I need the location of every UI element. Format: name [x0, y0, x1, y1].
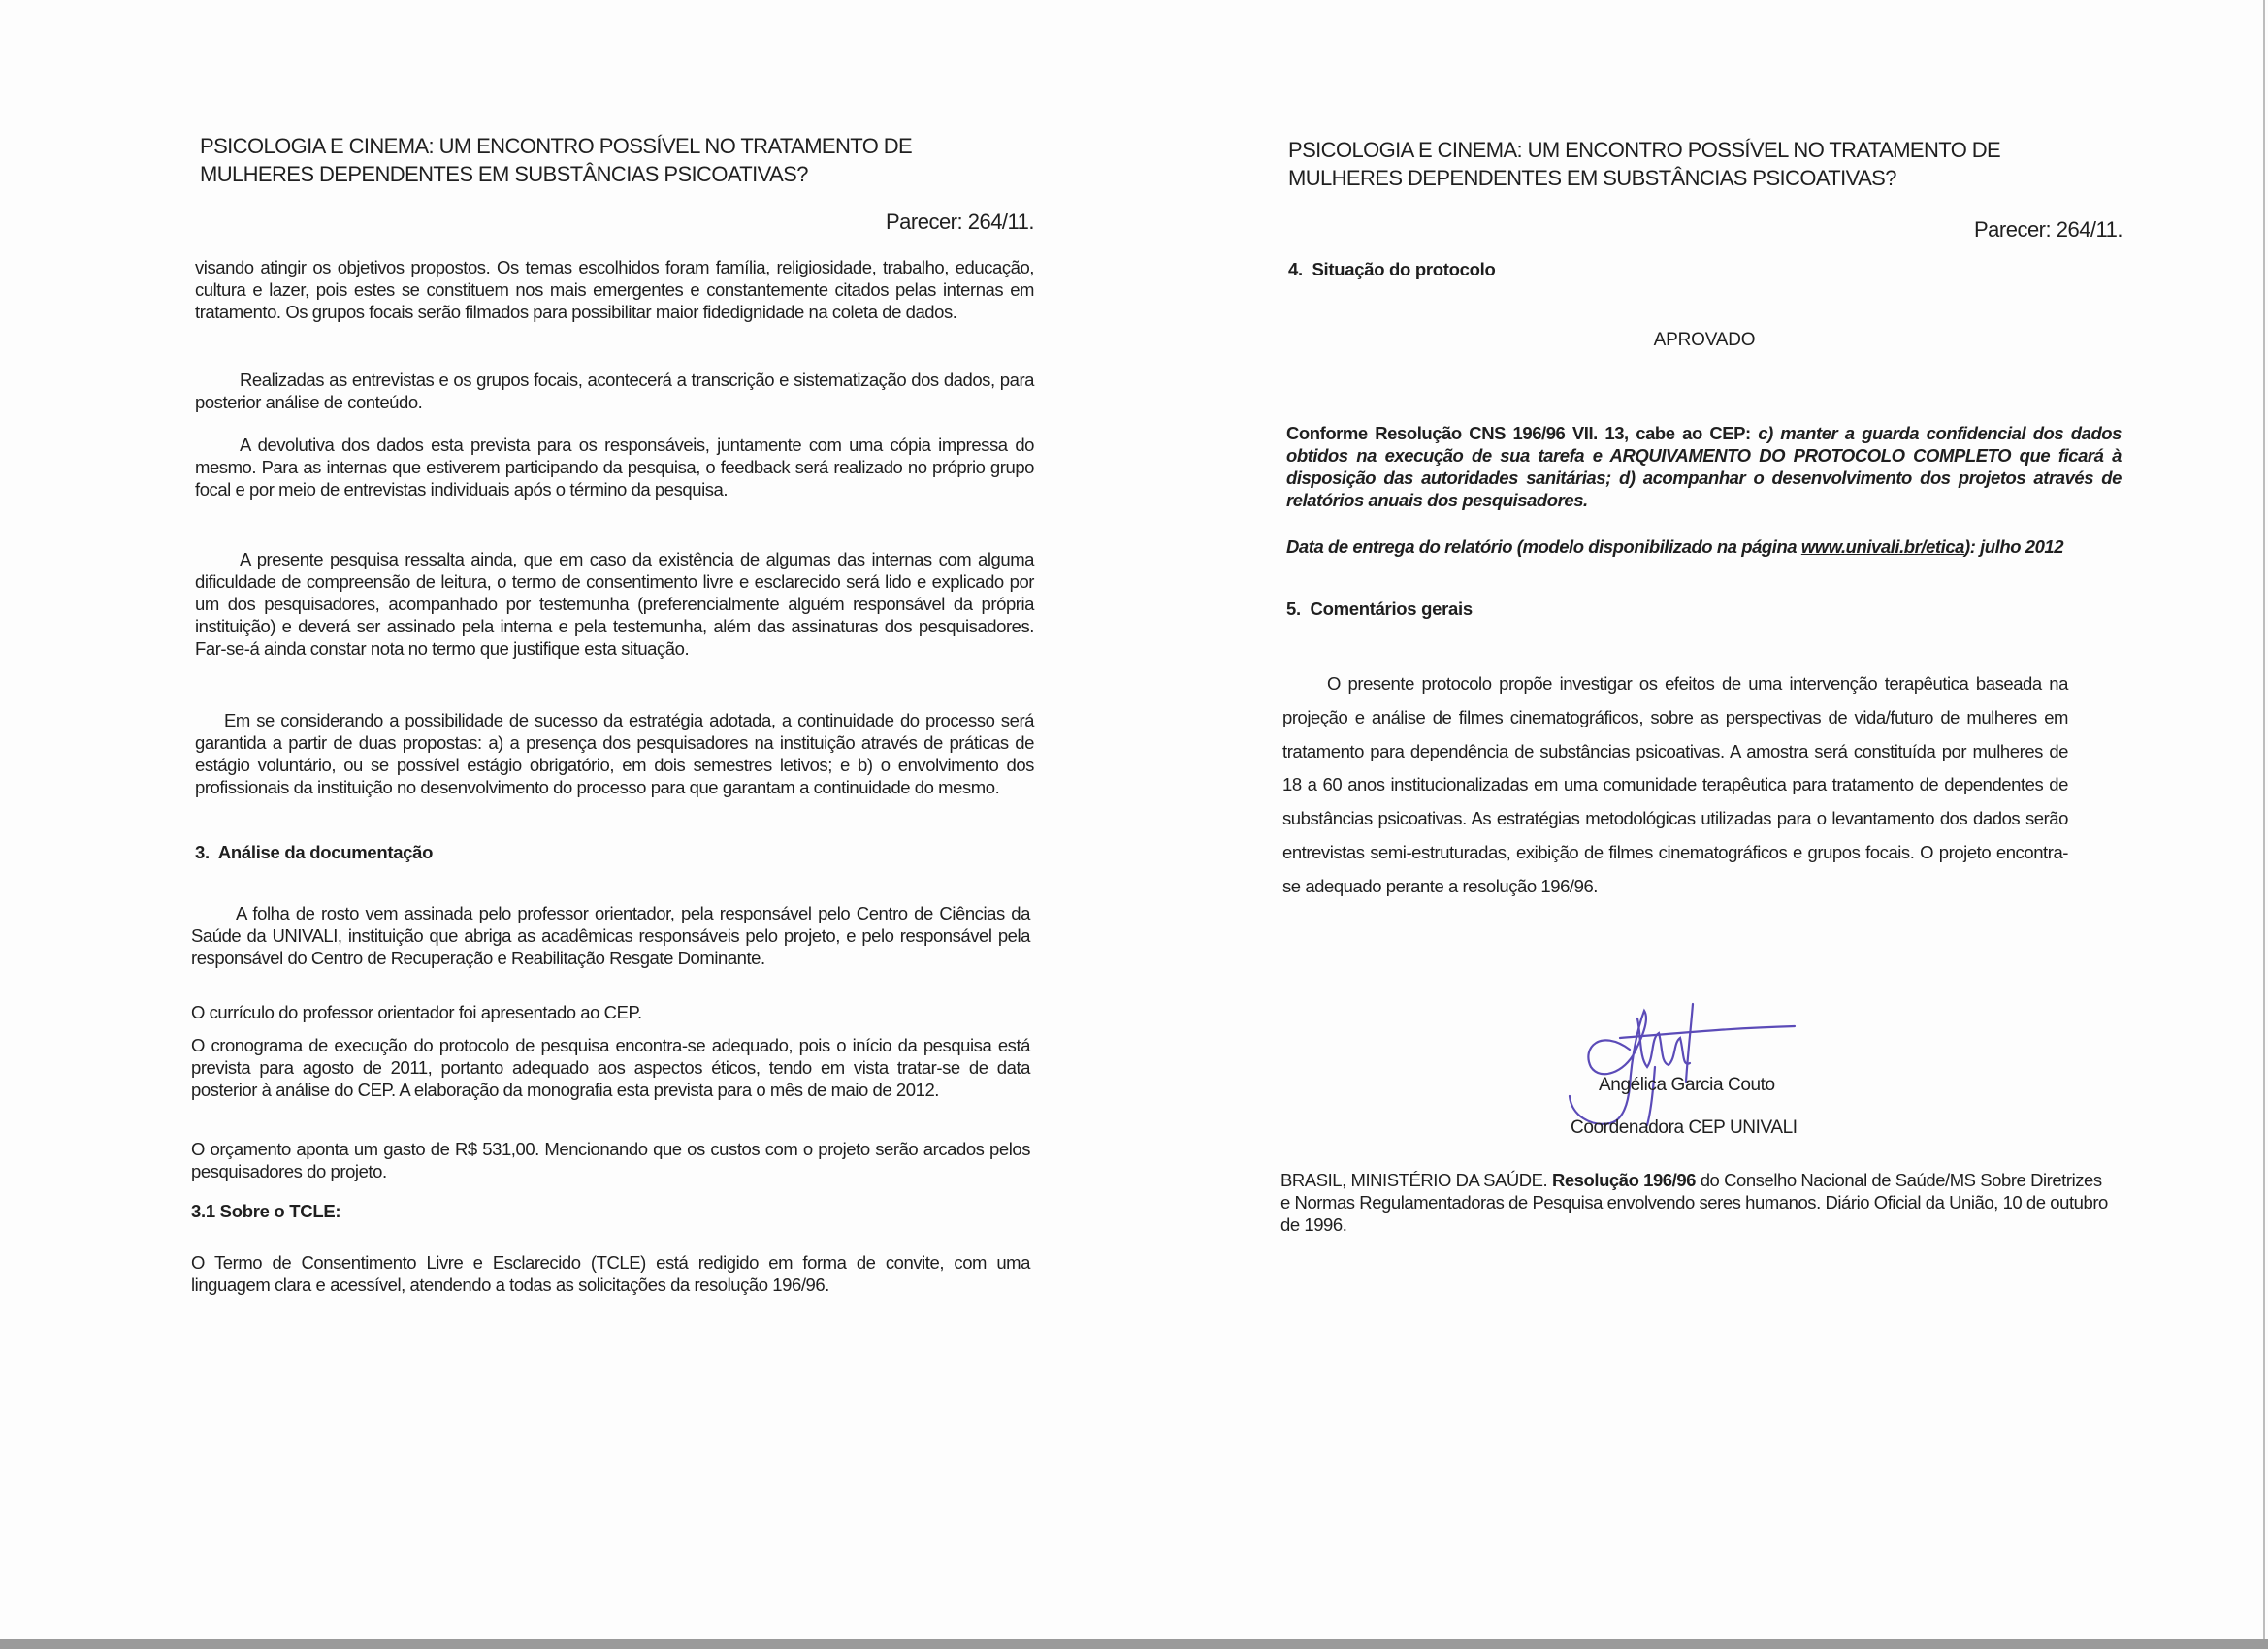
resolution-duties: c) manter a guarda confidencial dos dados obtidos na execução de sua tarefa e ARQUIVAMENTO DO PROTOCOLO COMPLETO que ficará à disposição das autoridades sanitárias; d) acompanhar o desenvolvimento dos projetos através de relatórios anuais dos pesquisadores. [1286, 423, 2122, 510]
resolution-lead: Conforme Resolução CNS 196/96 VII. 13, cabe ao CEP: [1286, 423, 1759, 443]
parecer-number: Parecer: 264/11. [885, 210, 1034, 234]
report-date-tail: ): julho 2012 [1964, 536, 2064, 557]
paragraph: visando atingir os objetivos propostos. Os temas escolhidos foram família, religiosidade, trabalho, educação, cultura e lazer, pois estes se constituem nos mais emergentes e constantemente citados pelas internas em tratamento. Os grupos focais serão filmados para possibilitar maior fidedignidade na coleta de dados. [195, 257, 1034, 322]
paragraph: O cronograma de execução do protocolo de pesquisa encontra-se adequado, pois o início da pesquisa está prevista para agosto de 2011, portanto adequado aos aspectos éticos, tendo em vista tratar-se de data posterior à análise do CEP. A elaboração da monografia esta prevista para o mês de maio de 2012. [191, 1035, 1030, 1100]
parecer-number: Parecer: 264/11. [1973, 217, 2122, 242]
reference-citation [1280, 1169, 2113, 1236]
document-title [1288, 136, 2142, 192]
approval-status: APROVADO [1653, 330, 1756, 350]
general-comments: O presente protocolo propõe investigar os efeitos de uma intervenção terapêutica baseada na projeção e análise de filmes cinematográficos, sobre as perspectivas de vida/futuro de mulheres em tratamento para dependência de substâncias psicoativas. A amostra será constituída por mulheres de 18 a 60 anos institucionalizadas em uma comunidade terapêutica para tratamento de dependentes de substâncias psicoativas. As estratégias metodológicas utilizadas para o levantamento dos dados serão entrevistas semi-estruturadas, exibição de filmes cinematográficos e grupos focais. O projeto encontra-se adequado perante a resolução 196/96. [1282, 673, 2068, 896]
report-date-paragraph [1286, 535, 2122, 558]
title-line: MULHERES DEPENDENTES EM SUBSTÂNCIAS PSICOATIVAS? [1288, 166, 1896, 190]
title-line: PSICOLOGIA E CINEMA: UM ENCONTRO POSSÍVEL NO TRATAMENTO DE [200, 134, 913, 158]
document-title [200, 132, 1053, 188]
resolution-paragraph [1286, 422, 2122, 511]
paragraph: A folha de rosto vem assinada pelo professor orientador, pela responsável pelo Centro de Ciências da Saúde da UNIVALI, instituição que abriga as acadêmicas responsáveis pelo projeto, e pelo responsável pela responsável do Centro de Recuperação e Reabilitação Resgate Dominante. [191, 903, 1030, 968]
signature-icon [1562, 999, 1814, 1135]
paragraph: A devolutiva dos dados esta prevista para os responsáveis, juntamente com uma cópia impressa do mesmo. Para as internas que estiverem participando da pesquisa, o feedback será realizado no próprio grupo focal e por meio de entrevistas individuais após o término da pesquisa. [195, 435, 1034, 500]
reference-title: Resolução 196/96 [1551, 1170, 1697, 1190]
title-line: PSICOLOGIA E CINEMA: UM ENCONTRO POSSÍVEL NO TRATAMENTO DE [1288, 138, 2001, 162]
reference-tail: do Conselho Nacional de Saúde/MS Sobre Diretrizes e Normas Regulamentadoras de Pesquisa envolvendo seres humanos. Diário Oficial da União, 10 de outubro de 1996. [1280, 1170, 2108, 1235]
scan-edge-bottom [0, 1639, 2268, 1649]
signer-role: Coordenadora CEP UNIVALI [1571, 1117, 1798, 1138]
scan-edge-right [2263, 0, 2265, 1649]
paragraph: O orçamento aponta um gasto de R$ 531,00. Mencionando que os custos com o projeto serão arcados pelos pesquisadores do projeto. [191, 1139, 1030, 1181]
section-heading: 3. Análise da documentação [195, 842, 434, 862]
paragraph: O Termo de Consentimento Livre e Esclarecido (TCLE) está redigido em forma de convite, com uma linguagem clara e acessível, atendendo a todas as solicitações da resolução 196/96. [191, 1252, 1030, 1295]
section-heading: 5. Comentários gerais [1286, 598, 1473, 619]
paragraph: O currículo do professor orientador foi apresentado ao CEP. [191, 1002, 642, 1022]
title-line: MULHERES DEPENDENTES EM SUBSTÂNCIAS PSICOATIVAS? [200, 162, 808, 186]
report-date-lead: Data de entrega do relatório (modelo disponibilizado na página [1286, 536, 1801, 557]
ethics-link[interactable]: www.univali.br/etica [1800, 536, 1964, 557]
signer-name: Angélica Garcia Couto [1599, 1075, 1775, 1095]
paragraph: Realizadas as entrevistas e os grupos focais, acontecerá a transcrição e sistematização dos dados, para posterior análise de conteúdo. [195, 370, 1034, 412]
section-heading: 3.1 Sobre o TCLE: [191, 1201, 341, 1221]
paragraph: Em se considerando a possibilidade de sucesso da estratégia adotada, a continuidade do processo será garantida a partir de duas propostas: a) a presença dos pesquisadores na instituição através de práticas de estágio voluntário, ou se possível estágio obrigatório, em dois semestres letivos; e b) o envolvimento dos profissionais da instituição no desenvolvimento do processo para que garantam a continuidade do mesmo. [195, 710, 1034, 797]
section-heading: 4. Situação do protocolo [1288, 259, 1496, 279]
reference-lead: BRASIL, MINISTÉRIO DA SAÚDE. [1280, 1170, 1552, 1190]
paragraph: A presente pesquisa ressalta ainda, que em caso da existência de algumas das internas com alguma dificuldade de compreensão de leitura, o termo de consentimento livre e esclarecido será lido e explicado por um dos pesquisadores, acompanhado por testemunha (preferencialmente alguém responsável da própria instituição) e deverá ser assinado pela interna e pela testemunha, além das assinaturas dos pesquisadores. Far-se-á ainda constar nota no termo que justifique esta situação. [195, 549, 1034, 659]
